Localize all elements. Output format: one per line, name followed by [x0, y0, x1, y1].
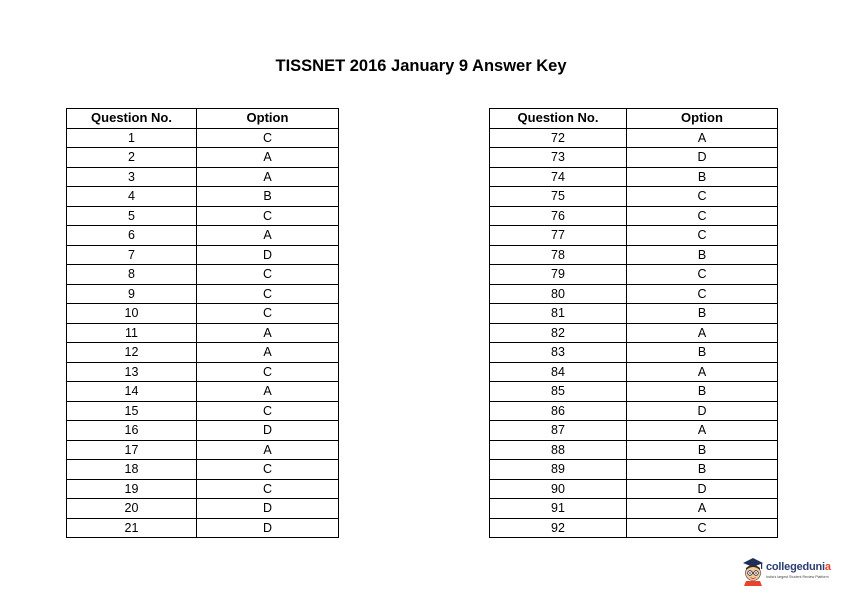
answer-option-cell: C: [627, 187, 778, 207]
answer-option-cell: C: [197, 460, 339, 480]
answer-option-cell: A: [197, 343, 339, 363]
answer-option-cell: A: [627, 499, 778, 519]
answer-option-cell: D: [627, 148, 778, 168]
table-row: [490, 440, 778, 460]
table-row: [67, 499, 339, 519]
question-number-cell: 7: [67, 245, 197, 265]
answer-option-cell: B: [627, 440, 778, 460]
table-header-row: [67, 109, 339, 129]
question-number-cell: 76: [490, 206, 627, 226]
question-number-cell: 82: [490, 323, 627, 343]
question-number-cell: 73: [490, 148, 627, 168]
table-row: [67, 343, 339, 363]
table-row: [490, 382, 778, 402]
answer-option-cell: C: [197, 304, 339, 324]
question-number-cell: 75: [490, 187, 627, 207]
answer-option-cell: D: [197, 245, 339, 265]
table-row: [67, 128, 339, 148]
answer-option-cell: C: [197, 128, 339, 148]
answer-option-cell: D: [627, 401, 778, 421]
question-number-cell: 91: [490, 499, 627, 519]
answer-option-cell: B: [627, 382, 778, 402]
question-number-cell: 19: [67, 479, 197, 499]
answer-option-cell: B: [627, 167, 778, 187]
table-row: [67, 187, 339, 207]
table-row: [67, 440, 339, 460]
table-row: [490, 284, 778, 304]
table-row: [490, 460, 778, 480]
answer-option-cell: C: [627, 518, 778, 538]
table-row: [490, 148, 778, 168]
question-number-cell: 11: [67, 323, 197, 343]
table-row: [490, 226, 778, 246]
table-row: [67, 479, 339, 499]
table-row: [67, 362, 339, 382]
student-mascot-icon: [741, 556, 765, 586]
question-number-cell: 16: [67, 421, 197, 441]
table-row: [67, 245, 339, 265]
question-number-cell: 80: [490, 284, 627, 304]
answer-option-cell: A: [197, 323, 339, 343]
collegedunia-logo: [741, 556, 839, 586]
question-number-cell: 2: [67, 148, 197, 168]
answer-option-cell: A: [627, 323, 778, 343]
answer-option-cell: B: [627, 245, 778, 265]
question-number-cell: 78: [490, 245, 627, 265]
answer-option-cell: C: [627, 226, 778, 246]
answer-table-left: [66, 108, 339, 538]
answer-option-cell: B: [197, 187, 339, 207]
question-number-cell: 5: [67, 206, 197, 226]
table-row: [490, 304, 778, 324]
question-number-cell: 10: [67, 304, 197, 324]
question-number-cell: 18: [67, 460, 197, 480]
question-number-cell: 14: [67, 382, 197, 402]
table-row: [67, 323, 339, 343]
question-number-cell: 1: [67, 128, 197, 148]
table-row: [490, 479, 778, 499]
question-number-cell: 74: [490, 167, 627, 187]
answer-option-cell: D: [197, 421, 339, 441]
page-title: TISSNET 2016 January 9 Answer Key: [275, 57, 567, 75]
question-number-cell: 89: [490, 460, 627, 480]
question-number-cell: 8: [67, 265, 197, 285]
question-number-cell: 21: [67, 518, 197, 538]
logo-tagline: India's largest Student Review Platform: [766, 575, 829, 579]
answer-option-cell: C: [197, 362, 339, 382]
table-row: [67, 382, 339, 402]
answer-option-cell: A: [197, 148, 339, 168]
question-number-cell: 85: [490, 382, 627, 402]
question-number-cell: 4: [67, 187, 197, 207]
question-number-cell: 20: [67, 499, 197, 519]
question-no-header: Question No.: [490, 109, 627, 129]
question-number-cell: 79: [490, 265, 627, 285]
table-header-row: [490, 109, 778, 129]
option-header: Option: [197, 109, 339, 129]
question-number-cell: 92: [490, 518, 627, 538]
answer-option-cell: C: [627, 206, 778, 226]
answer-option-cell: A: [197, 226, 339, 246]
question-number-cell: 6: [67, 226, 197, 246]
answer-option-cell: C: [627, 265, 778, 285]
question-number-cell: 87: [490, 421, 627, 441]
answer-option-cell: C: [197, 401, 339, 421]
question-number-cell: 3: [67, 167, 197, 187]
table-row: [490, 128, 778, 148]
question-number-cell: 9: [67, 284, 197, 304]
table-row: [490, 518, 778, 538]
answer-option-cell: A: [197, 440, 339, 460]
answer-option-cell: B: [627, 304, 778, 324]
answer-option-cell: A: [627, 128, 778, 148]
answer-option-cell: C: [627, 284, 778, 304]
table-row: [67, 421, 339, 441]
table-row: [67, 226, 339, 246]
table-row: [490, 167, 778, 187]
answer-option-cell: B: [627, 343, 778, 363]
question-number-cell: 13: [67, 362, 197, 382]
answer-option-cell: C: [197, 265, 339, 285]
question-number-cell: 12: [67, 343, 197, 363]
question-number-cell: 77: [490, 226, 627, 246]
answer-option-cell: B: [627, 460, 778, 480]
table-row: [490, 323, 778, 343]
table-row: [67, 304, 339, 324]
table-row: [490, 206, 778, 226]
table-row: [490, 499, 778, 519]
question-number-cell: 84: [490, 362, 627, 382]
question-number-cell: 86: [490, 401, 627, 421]
question-number-cell: 81: [490, 304, 627, 324]
answer-option-cell: D: [627, 479, 778, 499]
table-row: [67, 460, 339, 480]
question-number-cell: 90: [490, 479, 627, 499]
table-row: [67, 284, 339, 304]
answer-option-cell: A: [197, 167, 339, 187]
answer-option-cell: C: [197, 479, 339, 499]
answer-option-cell: D: [197, 518, 339, 538]
table-row: [490, 421, 778, 441]
answer-option-cell: A: [197, 382, 339, 402]
table-row: [490, 343, 778, 363]
question-number-cell: 88: [490, 440, 627, 460]
table-row: [490, 187, 778, 207]
answer-option-cell: A: [627, 362, 778, 382]
table-row: [490, 401, 778, 421]
answer-option-cell: C: [197, 206, 339, 226]
question-number-cell: 15: [67, 401, 197, 421]
question-no-header: Question No.: [67, 109, 197, 129]
question-number-cell: 83: [490, 343, 627, 363]
table-row: [67, 265, 339, 285]
option-header: Option: [627, 109, 778, 129]
question-number-cell: 17: [67, 440, 197, 460]
table-row: [67, 148, 339, 168]
table-row: [490, 265, 778, 285]
answer-option-cell: A: [627, 421, 778, 441]
table-row: [67, 206, 339, 226]
answer-table-right: [489, 108, 778, 538]
answer-option-cell: D: [197, 499, 339, 519]
logo-wordmark: collegedunia: [766, 561, 831, 573]
table-row: [67, 401, 339, 421]
table-row: [490, 245, 778, 265]
table-row: [67, 167, 339, 187]
table-row: [67, 518, 339, 538]
question-number-cell: 72: [490, 128, 627, 148]
table-row: [490, 362, 778, 382]
answer-option-cell: C: [197, 284, 339, 304]
